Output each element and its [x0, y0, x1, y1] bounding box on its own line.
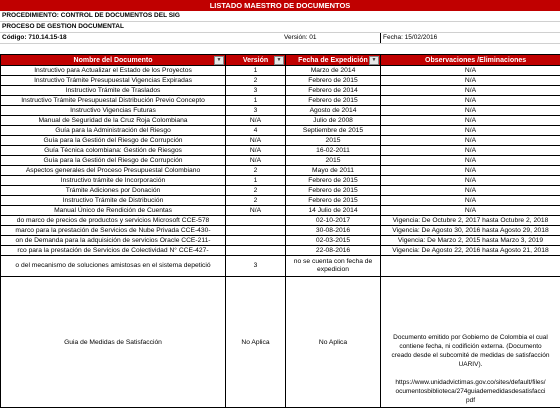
- cell-observations[interactable]: N/A: [381, 186, 560, 196]
- cell-document-name[interactable]: Instructivo para Actualizar el Estado de los Proyectos: [1, 66, 226, 76]
- table-row: [1, 96, 560, 106]
- cell-date[interactable]: No Aplica: [286, 277, 381, 408]
- cell-document-name[interactable]: Instructivo Trámite Presupuestal Distribución Previo Concepto: [1, 96, 226, 106]
- cell-observations[interactable]: Vigencia: De Marzo 2, 2015 hasta Marzo 3, 2019: [381, 236, 560, 246]
- table-row: [1, 246, 560, 256]
- observation-line: https://www.unidadvictimas.gov.co/sites/default/files/: [395, 379, 546, 386]
- cell-date[interactable]: 2015: [286, 156, 381, 166]
- cell-document-name[interactable]: marco para la prestación de Servicios de Nube Privada CCE-430-: [1, 226, 226, 236]
- code-row: [0, 33, 560, 44]
- table-row: [1, 226, 560, 236]
- cell-date[interactable]: 14 Julio de 2014: [286, 206, 381, 216]
- cell-document-name[interactable]: do marco de precios de productos y servicios Microsoft CCE-578: [1, 216, 226, 226]
- cell-version[interactable]: 1: [226, 96, 286, 106]
- cell-observations[interactable]: Vigencia: De Agosto 22, 2016 hasta Agosto 21, 2018: [381, 246, 560, 256]
- cell-date[interactable]: Mayo de 2011: [286, 166, 381, 176]
- cell-document-name[interactable]: Guía para la Gestión del Riesgo de Corrupción: [1, 156, 226, 166]
- cell-observations[interactable]: N/A: [381, 176, 560, 186]
- table-row: [1, 86, 560, 96]
- cell-version[interactable]: [226, 236, 286, 246]
- cell-version[interactable]: 4: [226, 126, 286, 136]
- cell-version[interactable]: 1: [226, 176, 286, 186]
- cell-version[interactable]: N/A: [226, 146, 286, 156]
- cell-observations[interactable]: N/A: [381, 136, 560, 146]
- cell-date[interactable]: Agosto de 2014: [286, 106, 381, 116]
- observation-line: ocumentosbiblioteca/274guiademedidasdesatisfacci: [395, 388, 546, 395]
- cell-document-name[interactable]: Aspectos generales del Proceso Presupuestal Colombiano: [1, 166, 226, 176]
- date-label: Fecha: 15/02/2016: [380, 33, 437, 43]
- column-header-date: [286, 55, 381, 66]
- cell-document-name[interactable]: Instructivo trámite de Incorporación: [1, 176, 226, 186]
- cell-version[interactable]: 2: [226, 166, 286, 176]
- cell-version[interactable]: [226, 246, 286, 256]
- observation-line: UARIV).: [458, 361, 483, 368]
- column-header-date-label: Fecha de Expedición: [298, 56, 368, 64]
- cell-observations[interactable]: N/A: [381, 86, 560, 96]
- cell-observations[interactable]: [381, 277, 560, 408]
- cell-version[interactable]: N/A: [226, 206, 286, 216]
- column-header-observations-label: Observaciones /Eliminaciones: [425, 56, 527, 64]
- table-row: [1, 156, 560, 166]
- observation-line: Documento emitido por Gobierno de Colombia el cual: [393, 334, 548, 341]
- cell-document-name[interactable]: Instructivo Trámite de Distribución: [1, 196, 226, 206]
- filter-dropdown-icon[interactable]: ▼: [274, 56, 284, 65]
- cell-version[interactable]: 2: [226, 196, 286, 206]
- table-row: [1, 236, 560, 246]
- code-label: Código: 710.14.15-18: [2, 34, 67, 41]
- cell-date[interactable]: 22-08-2016: [286, 246, 381, 256]
- cell-date[interactable]: no se cuenta con fecha de expedicion: [286, 256, 381, 277]
- table-row: [1, 196, 560, 206]
- table-row: [1, 256, 560, 277]
- cell-observations[interactable]: N/A: [381, 156, 560, 166]
- table-row: [1, 76, 560, 86]
- observation-line: contiene fecha, ni codifición externa. (Documento: [399, 343, 542, 350]
- table-row: [1, 166, 560, 176]
- cell-observations[interactable]: Vigencia: De Octubre 2, 2017 hasta Octubre 2, 2018: [381, 216, 560, 226]
- observation-line: creado desde el subcomité de medidas de satisfacción: [391, 352, 550, 359]
- cell-document-name[interactable]: Guía para la Gestión del Riesgo de Corrupción: [1, 136, 226, 146]
- cell-observations[interactable]: N/A: [381, 76, 560, 86]
- cell-document-name[interactable]: Manual Único de Rendición de Cuentas: [1, 206, 226, 216]
- cell-document-name[interactable]: Trámite Adiciones por Donación: [1, 186, 226, 196]
- cell-version[interactable]: 3: [226, 86, 286, 96]
- procedure-row: [0, 11, 560, 22]
- cell-date[interactable]: Febrero de 2014: [286, 86, 381, 96]
- cell-document-name[interactable]: on de Demanda para la adquisición de servicios Oracle CCE-211-: [1, 236, 226, 246]
- cell-date[interactable]: Febrero de 2015: [286, 186, 381, 196]
- cell-observations[interactable]: Vigencia: De Agosto 30, 2016 hasta Agosto 29, 2018: [381, 226, 560, 236]
- cell-observations[interactable]: N/A: [381, 146, 560, 156]
- cell-document-name[interactable]: Instructivo Vigencias Futuras: [1, 106, 226, 116]
- cell-version[interactable]: N/A: [226, 136, 286, 146]
- cell-version[interactable]: 1: [226, 66, 286, 76]
- observation-line: [383, 369, 558, 378]
- column-header-name: [1, 55, 226, 66]
- cell-version[interactable]: N/A: [226, 156, 286, 166]
- cell-date[interactable]: 16-02-2011: [286, 146, 381, 156]
- cell-document-name[interactable]: Guía Técnica colombiana: Gestión de Riesgos: [1, 146, 226, 156]
- column-header-name-label: Nombre del Documento: [73, 56, 153, 64]
- cell-document-name[interactable]: o del mecanismo de soluciones amistosas en el sistema depetició: [1, 256, 226, 277]
- table-row: [1, 126, 560, 136]
- filter-dropdown-icon[interactable]: ▼: [369, 56, 379, 65]
- sheet-title: LISTADO MAESTRO DE DOCUMENTOS: [0, 0, 560, 11]
- cell-date[interactable]: 30-08-2016: [286, 226, 381, 236]
- table-row: [1, 176, 560, 186]
- cell-document-name[interactable]: Manual de Seguridad de la Cruz Roja Colombiana: [1, 116, 226, 126]
- cell-observations[interactable]: N/A: [381, 96, 560, 106]
- cell-date[interactable]: Febrero de 2015: [286, 176, 381, 186]
- cell-version[interactable]: N/A: [226, 116, 286, 126]
- cell-date[interactable]: 02-03-2015: [286, 236, 381, 246]
- cell-date[interactable]: Julio de 2008: [286, 116, 381, 126]
- cell-date[interactable]: Febrero de 2015: [286, 196, 381, 206]
- process-row: [0, 22, 560, 33]
- table-row: [1, 216, 560, 226]
- column-header-version-label: Versión: [242, 56, 269, 64]
- table-body: [1, 66, 560, 408]
- table-row: [1, 116, 560, 126]
- table-header-row: [1, 55, 560, 66]
- cell-version[interactable]: 2: [226, 186, 286, 196]
- cell-document-name[interactable]: Instructivo Trámite Presupuestal Vigencias Expiradas: [1, 76, 226, 86]
- procedure-label: PROCEDIMIENTO: CONTROL DE DOCUMENTOS DEL SIG: [2, 12, 180, 19]
- cell-date[interactable]: Septiembre de 2015: [286, 126, 381, 136]
- cell-version[interactable]: No Aplica: [226, 277, 286, 408]
- cell-document-name[interactable]: rco para la prestación de Servicios de Colectividad N° CCE-427-: [1, 246, 226, 256]
- table-row: [1, 136, 560, 146]
- cell-version[interactable]: [226, 216, 286, 226]
- table-row: [1, 186, 560, 196]
- version-label: Versión: 01: [284, 34, 317, 41]
- table-row: [1, 206, 560, 216]
- column-header-version: [226, 55, 286, 66]
- cell-observations[interactable]: N/A: [381, 206, 560, 216]
- filter-dropdown-icon[interactable]: ▼: [214, 56, 224, 65]
- cell-observations[interactable]: [381, 256, 560, 277]
- cell-date[interactable]: Marzo de 2014: [286, 66, 381, 76]
- cell-observations[interactable]: N/A: [381, 66, 560, 76]
- table-row: [1, 277, 560, 408]
- cell-document-name[interactable]: Instructivo Trámite de Traslados: [1, 86, 226, 96]
- cell-version[interactable]: 3: [226, 106, 286, 116]
- cell-observations[interactable]: N/A: [381, 126, 560, 136]
- column-header-observations: [381, 55, 560, 66]
- cell-version[interactable]: [226, 226, 286, 236]
- table-row: [1, 106, 560, 116]
- cell-date[interactable]: Febrero de 2015: [286, 96, 381, 106]
- table-row: [1, 146, 560, 156]
- process-label: PROCESO DE GESTION DOCUMENTAL: [2, 23, 124, 30]
- cell-document-name[interactable]: Guía para la Administración del Riesgo: [1, 126, 226, 136]
- cell-observations[interactable]: N/A: [381, 196, 560, 206]
- cell-observations[interactable]: N/A: [381, 166, 560, 176]
- cell-date[interactable]: 02-10-2017: [286, 216, 381, 226]
- cell-date[interactable]: Febrero de 2015: [286, 76, 381, 86]
- table-row: [1, 66, 560, 76]
- cell-date[interactable]: 2015: [286, 136, 381, 146]
- documents-table: [0, 54, 560, 408]
- cell-version[interactable]: 2: [226, 76, 286, 86]
- cell-observations[interactable]: N/A: [381, 106, 560, 116]
- cell-version[interactable]: 3: [226, 256, 286, 277]
- observation-line: pdf: [465, 397, 476, 404]
- cell-document-name[interactable]: Guia de Medidas de Satisfacción: [1, 277, 226, 408]
- cell-observations[interactable]: N/A: [381, 116, 560, 126]
